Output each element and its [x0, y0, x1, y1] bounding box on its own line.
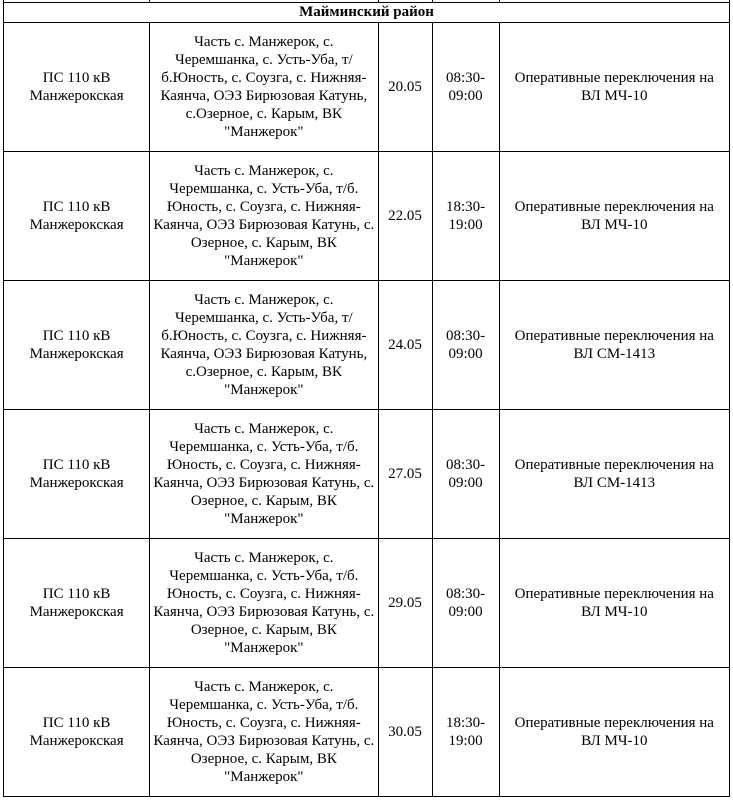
time-cell — [432, 539, 499, 668]
time-cell — [432, 668, 499, 797]
outage-time: 08:30-09:00 — [446, 70, 486, 104]
work-description: Оперативные переключения на ВЛ МЧ-10 — [514, 715, 714, 749]
substation-cell — [4, 152, 150, 281]
substation-name: ПС 110 кВ Манжерокская — [29, 328, 124, 362]
date-cell — [378, 539, 432, 668]
work-description-cell — [499, 410, 729, 539]
work-description-cell — [499, 281, 729, 410]
work-description: Оперативные переключения на ВЛ МЧ-10 — [514, 199, 714, 233]
work-description-cell — [499, 668, 729, 797]
substation-cell — [4, 539, 150, 668]
work-description: Оперативные переключения на ВЛ МЧ-10 — [514, 586, 714, 620]
date-cell — [378, 281, 432, 410]
work-description: Оперативные переключения на ВЛ СМ-1413 — [514, 328, 714, 362]
table-row — [4, 668, 730, 797]
outage-time: 08:30-09:00 — [446, 586, 486, 620]
table-row — [4, 539, 730, 668]
time-cell — [432, 281, 499, 410]
affected-area-text: Часть с. Манжерок, с. Черемшанка, с. Усть-Уба, т/б. Юность, с. Соузга, с. Нижняя-Каянча, ОЭЗ Бирюзовая Катунь, с. Озерное, с. Карым, ВК "Манжерок" — [153, 421, 375, 527]
outage-time: 18:30-19:00 — [446, 199, 486, 233]
outage-date: 29.05 — [388, 595, 422, 611]
outage-date: 20.05 — [388, 79, 422, 95]
substation-name: ПС 110 кВ Манжерокская — [29, 457, 124, 491]
affected-area-cell — [150, 23, 378, 152]
affected-area-cell — [150, 668, 378, 797]
outage-time: 08:30-09:00 — [446, 457, 486, 491]
substation-cell — [4, 281, 150, 410]
time-cell — [432, 152, 499, 281]
substation-name: ПС 110 кВ Манжерокская — [29, 715, 124, 749]
outage-date: 24.05 — [388, 337, 422, 353]
work-description-cell — [499, 152, 729, 281]
table-row — [4, 23, 730, 152]
table-row — [4, 281, 730, 410]
work-description: Оперативные переключения на ВЛ МЧ-10 — [514, 70, 714, 104]
substation-cell — [4, 668, 150, 797]
table-row — [4, 410, 730, 539]
affected-area-text: Часть с. Манжерок, с. Черемшанка, с. Усть-Уба, т/б. Юность, с. Соузга, с. Нижняя-Каянча, ОЭЗ Бирюзовая Катунь, с. Озерное, с. Карым, ВК "Манжерок" — [153, 163, 375, 269]
date-cell — [378, 23, 432, 152]
affected-area-text: Часть с. Манжерок, с. Черемшанка, с. Усть-Уба, т/б. Юность, с. Соузга, с. Нижняя-Каянча, ОЭЗ Бирюзовая Катунь, с. Озерное, с. Карым, ВК "Манжерок" — [153, 679, 375, 785]
date-cell — [378, 668, 432, 797]
affected-area-cell — [150, 281, 378, 410]
work-description: Оперативные переключения на ВЛ СМ-1413 — [514, 457, 714, 491]
outage-schedule-table — [3, 0, 730, 797]
affected-area-cell — [150, 152, 378, 281]
outage-date: 22.05 — [388, 208, 422, 224]
time-cell — [432, 23, 499, 152]
affected-area-text: Часть с. Манжерок, с. Черемшанка, с. Усть-Уба, т/б. Юность, с. Соузга, с. Нижняя-Каянча, ОЭЗ Бирюзовая Катунь, с. Озерное, с. Карым, ВК "Манжерок" — [153, 550, 375, 656]
outage-time: 08:30-09:00 — [446, 328, 486, 362]
table-row — [4, 152, 730, 281]
table-body — [4, 0, 730, 797]
affected-area-text: Часть с. Манжерок, с. Черемшанка, с. Усть-Уба, т/б.Юность, с. Соузга, с. Нижняя-Каянча, ОЭЗ Бирюзовая Катунь, с.Озерное, с. Карым, ВК "Манжерок" — [160, 292, 368, 398]
date-cell — [378, 152, 432, 281]
district-header-row — [4, 3, 730, 23]
substation-name: ПС 110 кВ Манжерокская — [29, 199, 124, 233]
time-cell — [432, 410, 499, 539]
district-heading: Майминский район — [4, 3, 730, 23]
substation-cell — [4, 410, 150, 539]
outage-date: 27.05 — [388, 466, 422, 482]
date-cell — [378, 410, 432, 539]
substation-name: ПС 110 кВ Манжерокская — [29, 586, 124, 620]
affected-area-cell — [150, 410, 378, 539]
affected-area-text: Часть с. Манжерок, с. Черемшанка, с. Усть-Уба, т/б.Юность, с. Соузга, с. Нижняя-Каянча, ОЭЗ Бирюзовая Катунь, с.Озерное, с. Карым, ВК "Манжерок" — [160, 34, 368, 140]
substation-name: ПС 110 кВ Манжерокская — [29, 70, 124, 104]
work-description-cell — [499, 539, 729, 668]
affected-area-cell — [150, 539, 378, 668]
outage-date: 30.05 — [388, 724, 422, 740]
outage-time: 18:30-19:00 — [446, 715, 486, 749]
substation-cell — [4, 23, 150, 152]
work-description-cell — [499, 23, 729, 152]
